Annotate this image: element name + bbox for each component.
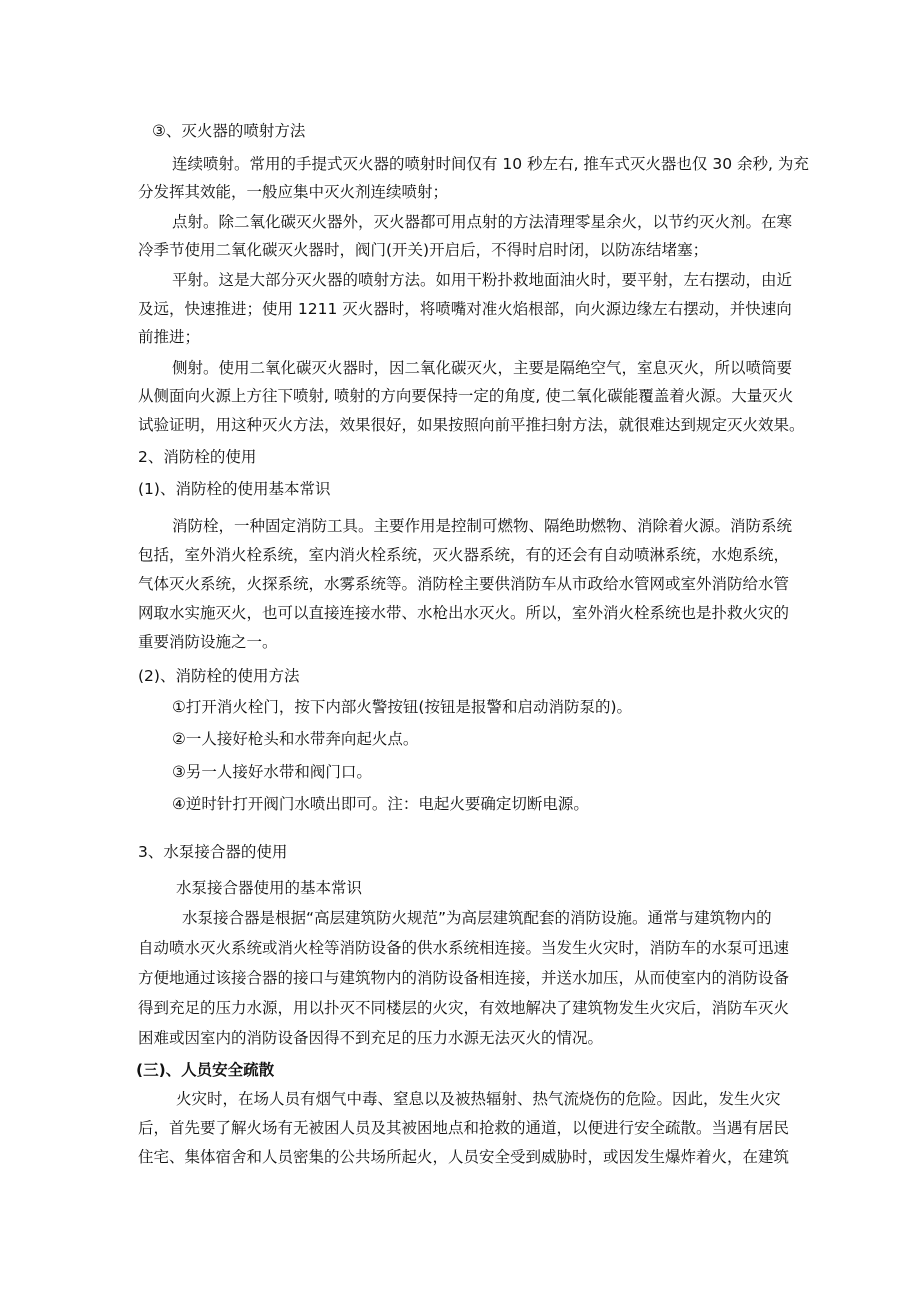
paragraph-line: 试验证明，用这种灭火方法，效果很好，如果按照向前平推扫射方法，就很难达到规定灭火效果。 bbox=[138, 416, 805, 434]
paragraph-line: 连续喷射。常用的手提式灭火器的喷射时间仅有 10 秒左右, 推车式灭火器也仅 30 余秒, 为充 bbox=[172, 155, 809, 173]
subheading-hydrant-basics: (1)、消防栓的使用基本常识 bbox=[138, 480, 331, 498]
paragraph-line: 住宅、集体宿舍和人员密集的公共场所起火，人员安全受到威胁时，或因发生爆炸着火，在建筑 bbox=[138, 1148, 790, 1166]
subheading-hydrant-method: (2)、消防栓的使用方法 bbox=[138, 667, 300, 685]
paragraph-line: 自动喷水灭火系统或消火栓等消防设备的供水系统相连接。当发生火灾时，消防车的水泵可迅速 bbox=[138, 939, 790, 957]
paragraph-line: 网取水实施灭火，也可以直接连接水带、水枪出水灭火。所以，室外消火栓系统也是扑救火灾的 bbox=[138, 604, 790, 622]
paragraph-line: 侧射。使用二氧化碳灭火器时，因二氧化碳灭火，主要是隔绝空气，室息灭火，所以喷筒要 bbox=[172, 359, 793, 377]
section-heading-evacuation: (三)、人员安全疏散 bbox=[136, 1061, 275, 1079]
list-item: ④逆时针打开阀门水喷出即可。注：电起火要确定切断电源。 bbox=[172, 795, 589, 813]
paragraph-line: 点射。除二氧化碳灭火器外，灭火器都可用点射的方法清理零星余火，以节约灭火剂。在寒 bbox=[172, 213, 793, 231]
paragraph-line: 方便地通过该接合器的接口与建筑物内的消防设备相连接，并送水加压，从而使室内的消防设备 bbox=[138, 969, 790, 987]
paragraph-line: 重要消防设施之一。 bbox=[138, 633, 278, 651]
paragraph-line: 水泵接合器是根据“高层建筑防火规范”为高层建筑配套的消防设施。通常与建筑物内的 bbox=[182, 909, 772, 927]
list-item: ③另一人接好水带和阀门口。 bbox=[172, 763, 372, 781]
paragraph-line: 得到充足的压力水源，用以扑灭不同楼层的火灾，有效地解决了建筑物发生火灾后，消防车灭火 bbox=[138, 999, 790, 1017]
subheading-pump-basics: 水泵接合器使用的基本常识 bbox=[176, 879, 363, 897]
section-heading-hydrant: 2、消防栓的使用 bbox=[138, 448, 257, 466]
paragraph-line: 冷季节使用二氧化碳灭火器时，阀门(开关)开启后，不得时启时闭，以防冻结堵塞； bbox=[138, 241, 709, 259]
paragraph-line: 气体灭火系统，火探系统，水雾系统等。消防栓主要供消防车从市政给水管网或室外消防给水管 bbox=[138, 575, 790, 593]
paragraph-line: 前推进； bbox=[138, 328, 201, 346]
paragraph-line: 消防栓，一种固定消防工具。主要作用是控制可燃物、隔绝助燃物、消除着火源。消防系统 bbox=[172, 517, 793, 535]
paragraph-line: 平射。这是大部分灭火器的喷射方法。如用干粉扑救地面油火时，要平射，左右摆动，由近 bbox=[172, 271, 793, 289]
section-heading-extinguisher-spray: ③、灭火器的喷射方法 bbox=[152, 122, 306, 140]
paragraph-line: 火灾时，在场人员有烟气中毒、窒息以及被热辐射、热气流烧伤的危险。因此，发生火灾 bbox=[176, 1090, 781, 1108]
list-item: ②一人接好枪头和水带奔向起火点。 bbox=[172, 730, 419, 748]
paragraph-line: 包括，室外消火栓系统，室内消火栓系统，灭火器系统，有的还会有自动喷淋系统，水炮系统， bbox=[138, 546, 790, 564]
paragraph-line: 后，首先要了解火场有无被困人员及其被困地点和抢救的通道，以便进行安全疏散。当遇有居民 bbox=[138, 1119, 790, 1137]
paragraph-line: 分发挥其效能，一般应集中灭火剂连续喷射； bbox=[138, 183, 449, 201]
list-item: ①打开消火栓门，按下内部火警按钮(按钮是报警和启动消防泵的)。 bbox=[172, 698, 632, 716]
paragraph-line: 从侧面向火源上方往下喷射, 喷射的方向要保持一定的角度, 使二氧化碳能覆盖着火源。大量灭火 bbox=[138, 387, 794, 405]
paragraph-line: 及远，快速推进；使用 1211 灭火器时，将喷嘴对准火焰根部，向火源边缘左右摆动，并快速向 bbox=[138, 300, 792, 318]
section-heading-pump-connector: 3、水泵接合器的使用 bbox=[138, 843, 288, 861]
paragraph-line: 困难或因室内的消防设备因得不到充足的压力水源无法灭火的情况。 bbox=[138, 1029, 604, 1047]
